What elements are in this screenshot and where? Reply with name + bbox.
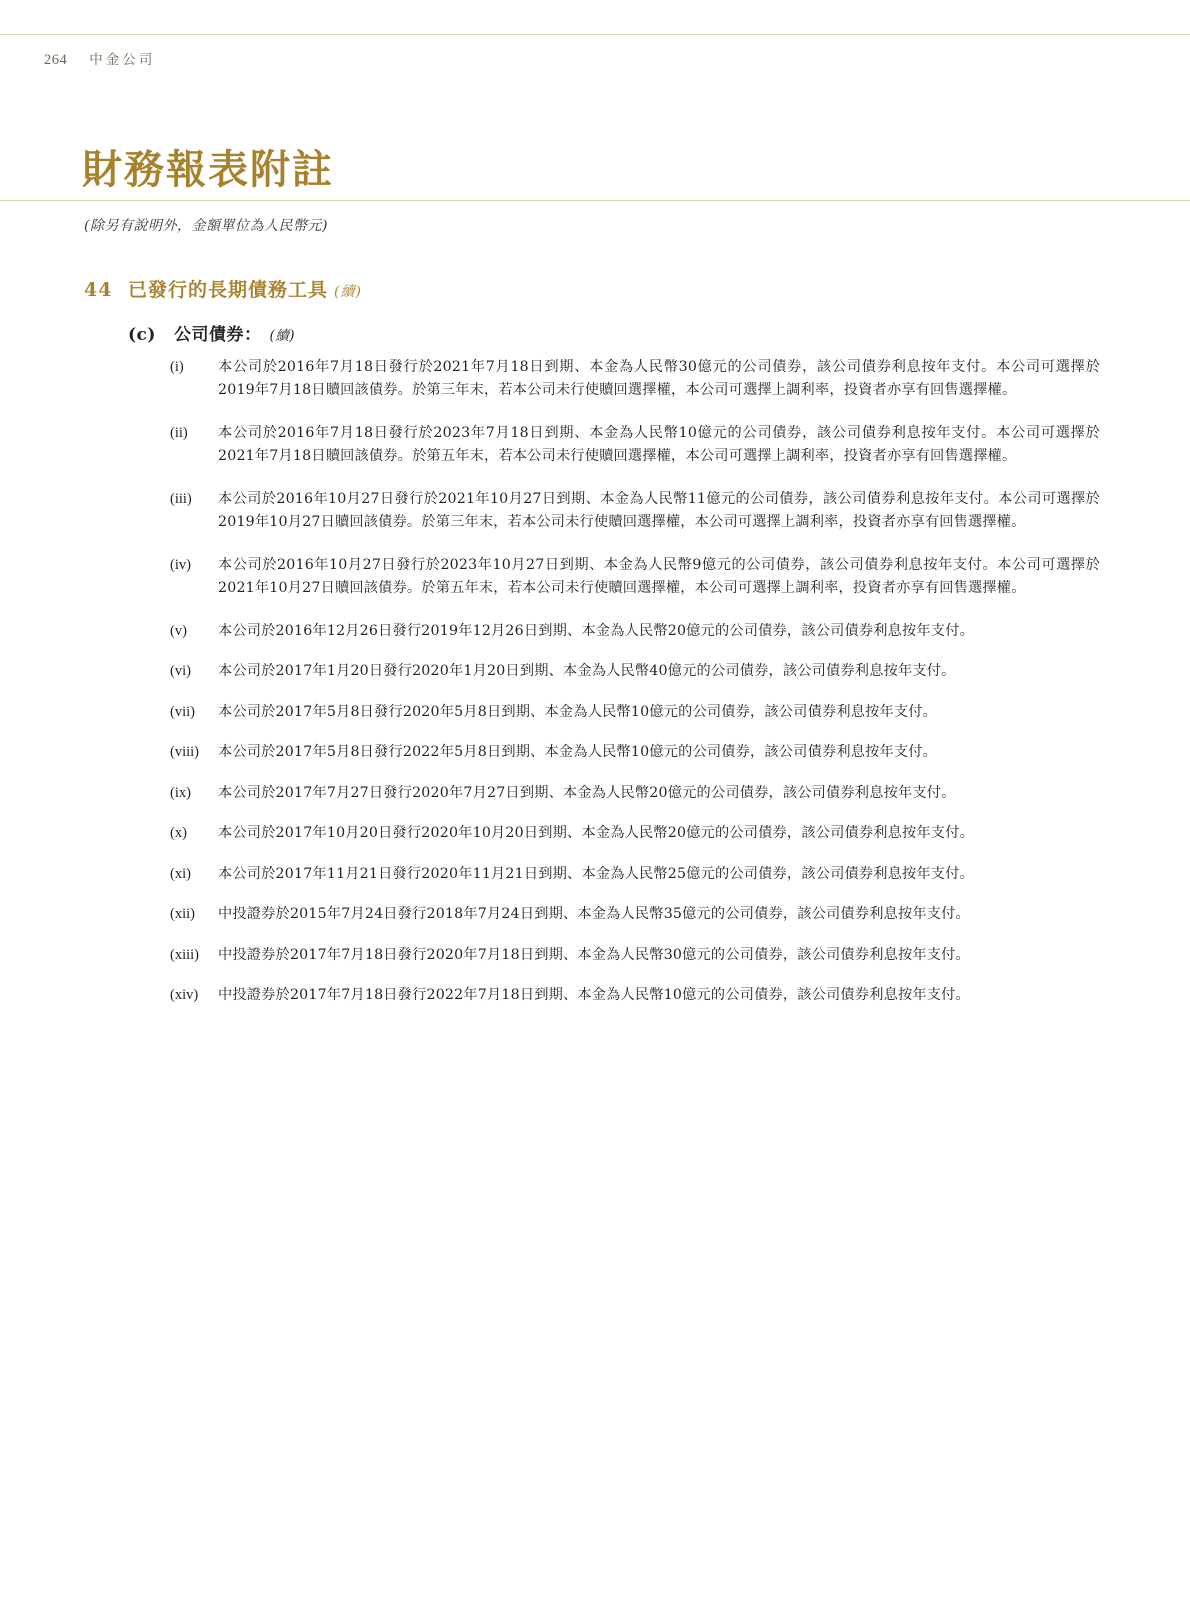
list-item-marker: (xii): [170, 906, 195, 923]
subsection-heading: [128, 320, 1130, 345]
section-heading: [84, 275, 1130, 302]
list-item-marker: (iii): [170, 491, 192, 507]
section-title: 已發行的長期債務工具: [128, 279, 329, 301]
list-item-marker: (xi): [170, 865, 191, 882]
list-item-marker: (x): [170, 825, 187, 842]
list-item: [170, 701, 1100, 724]
list-item-text: 本公司於2017年7月27日發行2020年7月27日到期、本金為人民幣20億元的公司債券，該公司債券利息按年支付。: [218, 784, 956, 801]
list-item-text: 本公司於2016年7月18日發行於2021年7月18日到期、本金為人民幣30億元的公司債券，該公司債券利息按年支付。本公司可選擇於2019年7月18日贖回該債券。於第三年末，若本公司未行使贖回選擇權，本公司可選擇上調利率，投資者亦享有回售選擇權。: [218, 359, 1100, 398]
list-item-marker: (ii): [170, 425, 188, 441]
subsection-label: (c): [128, 325, 156, 345]
list-item: [170, 741, 1100, 764]
unit-note: (除另有說明外，金額單位為人民幣元): [84, 218, 328, 234]
list-item: [170, 984, 1100, 1007]
list-item-text: 中投證券於2017年7月18日發行2020年7月18日到期、本金為人民幣30億元的公司債券，該公司債券利息按年支付。: [218, 946, 970, 963]
list-item-marker: (v): [170, 623, 187, 639]
clause-list: [170, 356, 1100, 1025]
subsection-title: 公司債券：: [174, 325, 262, 345]
page-number: 264: [44, 52, 68, 68]
title-divider: [0, 200, 1190, 201]
header-divider: [0, 34, 1190, 35]
list-item: [170, 356, 1100, 402]
list-item-text: 中投證券於2015年7月24日發行2018年7月24日到期、本金為人民幣35億元的公司債券，該公司債券利息按年支付。: [218, 906, 970, 923]
section-number: 44: [84, 279, 113, 301]
list-item-text: 中投證券於2017年7月18日發行2022年7月18日到期、本金為人民幣10億元的公司債券，該公司債券利息按年支付。: [218, 987, 970, 1004]
list-item: [170, 422, 1100, 468]
list-item-text: 本公司於2017年10月20日發行2020年10月20日到期、本金為人民幣20億元的公司債券，該公司債券利息按年支付。: [218, 825, 974, 842]
list-item-text: 本公司於2017年5月8日發行2020年5月8日到期、本金為人民幣10億元的公司債券，該公司債券利息按年支付。: [218, 703, 938, 720]
list-item: [170, 903, 1100, 926]
list-item-marker: (vi): [170, 663, 191, 680]
list-item-text: 本公司於2017年11月21日發行2020年11月21日到期、本金為人民幣25億元的公司債券，該公司債券利息按年支付。: [218, 865, 974, 882]
list-item: [170, 554, 1100, 600]
running-header: [44, 48, 1146, 69]
list-item-text: 本公司於2016年10月27日發行於2023年10月27日到期、本金為人民幣9億元的公司債券，該公司債券利息按年支付。本公司可選擇於2021年10月27日贖回該債券。於第五年末，若本公司未行使贖回選擇權，本公司可選擇上調利率，投資者亦享有回售選擇權。: [218, 557, 1100, 596]
list-item-text: 本公司於2017年5月8日發行2022年5月8日到期、本金為人民幣10億元的公司債券，該公司債券利息按年支付。: [218, 744, 938, 761]
list-item: [170, 944, 1100, 967]
subsection-continued-marker: (續): [269, 328, 296, 344]
list-item-marker: (viii): [170, 744, 199, 761]
list-item: [170, 660, 1100, 683]
list-item: [170, 620, 1100, 643]
list-item-marker: (ix): [170, 784, 191, 801]
list-item: [170, 863, 1100, 886]
list-item-marker: (xiv): [170, 987, 199, 1004]
page-title: 財務報表附註: [82, 146, 334, 193]
section-continued-marker: (續): [334, 284, 362, 300]
list-item-marker: (i): [170, 359, 184, 375]
list-item: [170, 488, 1100, 534]
list-item-text: 本公司於2017年1月20日發行2020年1月20日到期、本金為人民幣40億元的公司債券，該公司債券利息按年支付。: [218, 663, 956, 680]
list-item-text: 本公司於2016年7月18日發行於2023年7月18日到期、本金為人民幣10億元的公司債券，該公司債券利息按年支付。本公司可選擇於2021年7月18日贖回該債券。於第五年末，若本公司未行使贖回選擇權，本公司可選擇上調利率，投資者亦享有回售選擇權。: [218, 425, 1100, 464]
company-name: 中金公司: [89, 52, 156, 68]
list-item-marker: (xiii): [170, 946, 199, 963]
list-item-marker: (iv): [170, 557, 191, 573]
list-item-text: 本公司於2016年10月27日發行於2021年10月27日到期、本金為人民幣11億元的公司債券，該公司債券利息按年支付。本公司可選擇於2019年10月27日贖回該債券。於第三年末，若本公司未行使贖回選擇權，本公司可選擇上調利率，投資者亦享有回售選擇權。: [218, 491, 1100, 530]
list-item-text: 本公司於2016年12月26日發行2019年12月26日到期、本金為人民幣20億元的公司債券，該公司債券利息按年支付。: [218, 623, 974, 639]
list-item: [170, 782, 1100, 805]
list-item: [170, 822, 1100, 845]
list-item-marker: (vii): [170, 703, 195, 720]
